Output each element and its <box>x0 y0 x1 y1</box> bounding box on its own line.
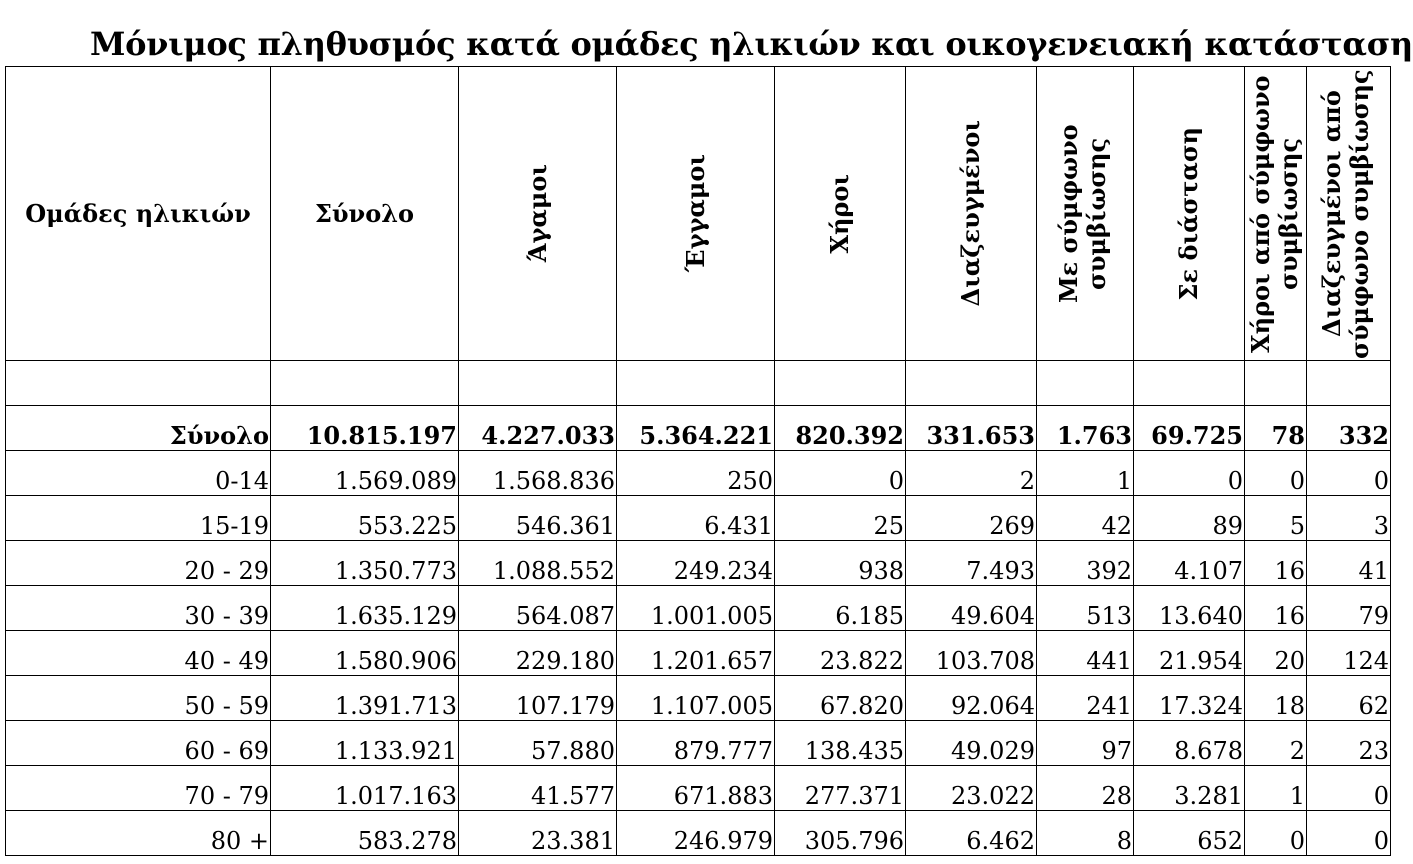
table-row <box>6 541 1391 586</box>
value-cell: 8.678 <box>1134 721 1245 766</box>
value-cell: 18 <box>1245 676 1307 721</box>
value-cell: 671.883 <box>617 766 775 811</box>
table-row <box>6 766 1391 811</box>
value-cell: 0 <box>1134 451 1245 496</box>
value-cell: 1.391.713 <box>271 676 459 721</box>
table-row <box>6 451 1391 496</box>
value-cell: 103.708 <box>906 631 1037 676</box>
header-row <box>6 67 1391 361</box>
value-cell: 1.635.129 <box>271 586 459 631</box>
value-cell: 62 <box>1307 676 1391 721</box>
value-cell: 124 <box>1307 631 1391 676</box>
value-cell: 1.569.089 <box>271 451 459 496</box>
value-cell: 0 <box>1245 451 1307 496</box>
col-header-married: Έγγαμοι <box>617 67 775 361</box>
value-cell: 6.185 <box>775 586 906 631</box>
value-cell: 0 <box>775 451 906 496</box>
value-cell: 249.234 <box>617 541 775 586</box>
col-header-separated: Σε διάσταση <box>1134 67 1245 361</box>
value-cell: 583.278 <box>271 811 459 856</box>
value-cell: 2 <box>1245 721 1307 766</box>
value-cell: 1.568.836 <box>459 451 617 496</box>
value-cell: 879.777 <box>617 721 775 766</box>
col-header-age-groups: Ομάδες ηλικιών <box>6 67 271 361</box>
value-cell: 305.796 <box>775 811 906 856</box>
value-cell: 546.361 <box>459 496 617 541</box>
value-cell: 1.088.552 <box>459 541 617 586</box>
value-cell: 277.371 <box>775 766 906 811</box>
col-header-total: Σύνολο <box>271 67 459 361</box>
table-row <box>6 496 1391 541</box>
value-cell: 0 <box>1307 766 1391 811</box>
value-cell: 57.880 <box>459 721 617 766</box>
value-cell: 41 <box>1307 541 1391 586</box>
value-cell: 25 <box>775 496 906 541</box>
age-group-cell: 20 - 29 <box>6 541 271 586</box>
value-cell: 229.180 <box>459 631 617 676</box>
value-cell: 13.640 <box>1134 586 1245 631</box>
value-cell: 16 <box>1245 586 1307 631</box>
total-row-label: Σύνολο <box>6 406 271 451</box>
total-cell: 5.364.221 <box>617 406 775 451</box>
table-title: Μόνιμος πληθυσμός κατά ομάδες ηλικιών και οικογενειακή κατάσταση <box>90 25 1413 63</box>
total-cell: 4.227.033 <box>459 406 617 451</box>
value-cell: 41.577 <box>459 766 617 811</box>
total-cell: 332 <box>1307 406 1391 451</box>
col-header-divorced-civil-union: Διαζευγμένοι από σύμφωνο συμβίωσης <box>1307 67 1391 361</box>
age-group-cell: 60 - 69 <box>6 721 271 766</box>
value-cell: 49.029 <box>906 721 1037 766</box>
age-group-cell: 80 + <box>6 811 271 856</box>
value-cell: 17.324 <box>1134 676 1245 721</box>
value-cell: 67.820 <box>775 676 906 721</box>
value-cell: 92.064 <box>906 676 1037 721</box>
value-cell: 0 <box>1307 451 1391 496</box>
value-cell: 6.462 <box>906 811 1037 856</box>
value-cell: 553.225 <box>271 496 459 541</box>
population-table <box>5 66 1391 856</box>
value-cell: 20 <box>1245 631 1307 676</box>
value-cell: 6.431 <box>617 496 775 541</box>
value-cell: 1.001.005 <box>617 586 775 631</box>
value-cell: 89 <box>1134 496 1245 541</box>
value-cell: 1.017.163 <box>271 766 459 811</box>
value-cell: 1.133.921 <box>271 721 459 766</box>
value-cell: 7.493 <box>906 541 1037 586</box>
col-header-divorced: Διαζευγμένοι <box>906 67 1037 361</box>
value-cell: 1.107.005 <box>617 676 775 721</box>
col-header-single: Άγαμοι <box>459 67 617 361</box>
value-cell: 4.107 <box>1134 541 1245 586</box>
value-cell: 564.087 <box>459 586 617 631</box>
value-cell: 441 <box>1037 631 1134 676</box>
value-cell: 1 <box>1245 766 1307 811</box>
table-row <box>6 676 1391 721</box>
value-cell: 23.822 <box>775 631 906 676</box>
value-cell: 16 <box>1245 541 1307 586</box>
value-cell: 269 <box>906 496 1037 541</box>
total-cell: 331.653 <box>906 406 1037 451</box>
value-cell: 246.979 <box>617 811 775 856</box>
value-cell: 1.350.773 <box>271 541 459 586</box>
value-cell: 392 <box>1037 541 1134 586</box>
value-cell: 250 <box>617 451 775 496</box>
value-cell: 1 <box>1037 451 1134 496</box>
value-cell: 0 <box>1245 811 1307 856</box>
value-cell: 138.435 <box>775 721 906 766</box>
value-cell: 513 <box>1037 586 1134 631</box>
value-cell: 1.201.657 <box>617 631 775 676</box>
age-group-cell: 50 - 59 <box>6 676 271 721</box>
value-cell: 2 <box>906 451 1037 496</box>
value-cell: 21.954 <box>1134 631 1245 676</box>
value-cell: 3.281 <box>1134 766 1245 811</box>
value-cell: 23 <box>1307 721 1391 766</box>
value-cell: 5 <box>1245 496 1307 541</box>
total-cell: 820.392 <box>775 406 906 451</box>
value-cell: 42 <box>1037 496 1134 541</box>
blank-row <box>6 361 1391 406</box>
value-cell: 49.604 <box>906 586 1037 631</box>
total-cell: 1.763 <box>1037 406 1134 451</box>
value-cell: 97 <box>1037 721 1134 766</box>
value-cell: 23.381 <box>459 811 617 856</box>
value-cell: 28 <box>1037 766 1134 811</box>
table-row <box>6 631 1391 676</box>
value-cell: 652 <box>1134 811 1245 856</box>
value-cell: 3 <box>1307 496 1391 541</box>
value-cell: 0 <box>1307 811 1391 856</box>
age-group-cell: 40 - 49 <box>6 631 271 676</box>
age-group-cell: 70 - 79 <box>6 766 271 811</box>
total-cell: 78 <box>1245 406 1307 451</box>
value-cell: 1.580.906 <box>271 631 459 676</box>
col-header-widowed: Χήροι <box>775 67 906 361</box>
value-cell: 8 <box>1037 811 1134 856</box>
table-row <box>6 586 1391 631</box>
age-group-cell: 15-19 <box>6 496 271 541</box>
col-header-civil-union: Με σύμφωνο συμβίωσης <box>1037 67 1134 361</box>
value-cell: 23.022 <box>906 766 1037 811</box>
table-row <box>6 811 1391 856</box>
age-group-cell: 0-14 <box>6 451 271 496</box>
total-cell: 10.815.197 <box>271 406 459 451</box>
col-header-widowed-civil-union: Χήροι από σύμφωνο συμβίωσης <box>1245 67 1307 361</box>
table-row <box>6 721 1391 766</box>
age-group-cell: 30 - 39 <box>6 586 271 631</box>
total-cell: 69.725 <box>1134 406 1245 451</box>
value-cell: 241 <box>1037 676 1134 721</box>
value-cell: 938 <box>775 541 906 586</box>
total-row <box>6 406 1391 451</box>
value-cell: 107.179 <box>459 676 617 721</box>
value-cell: 79 <box>1307 586 1391 631</box>
